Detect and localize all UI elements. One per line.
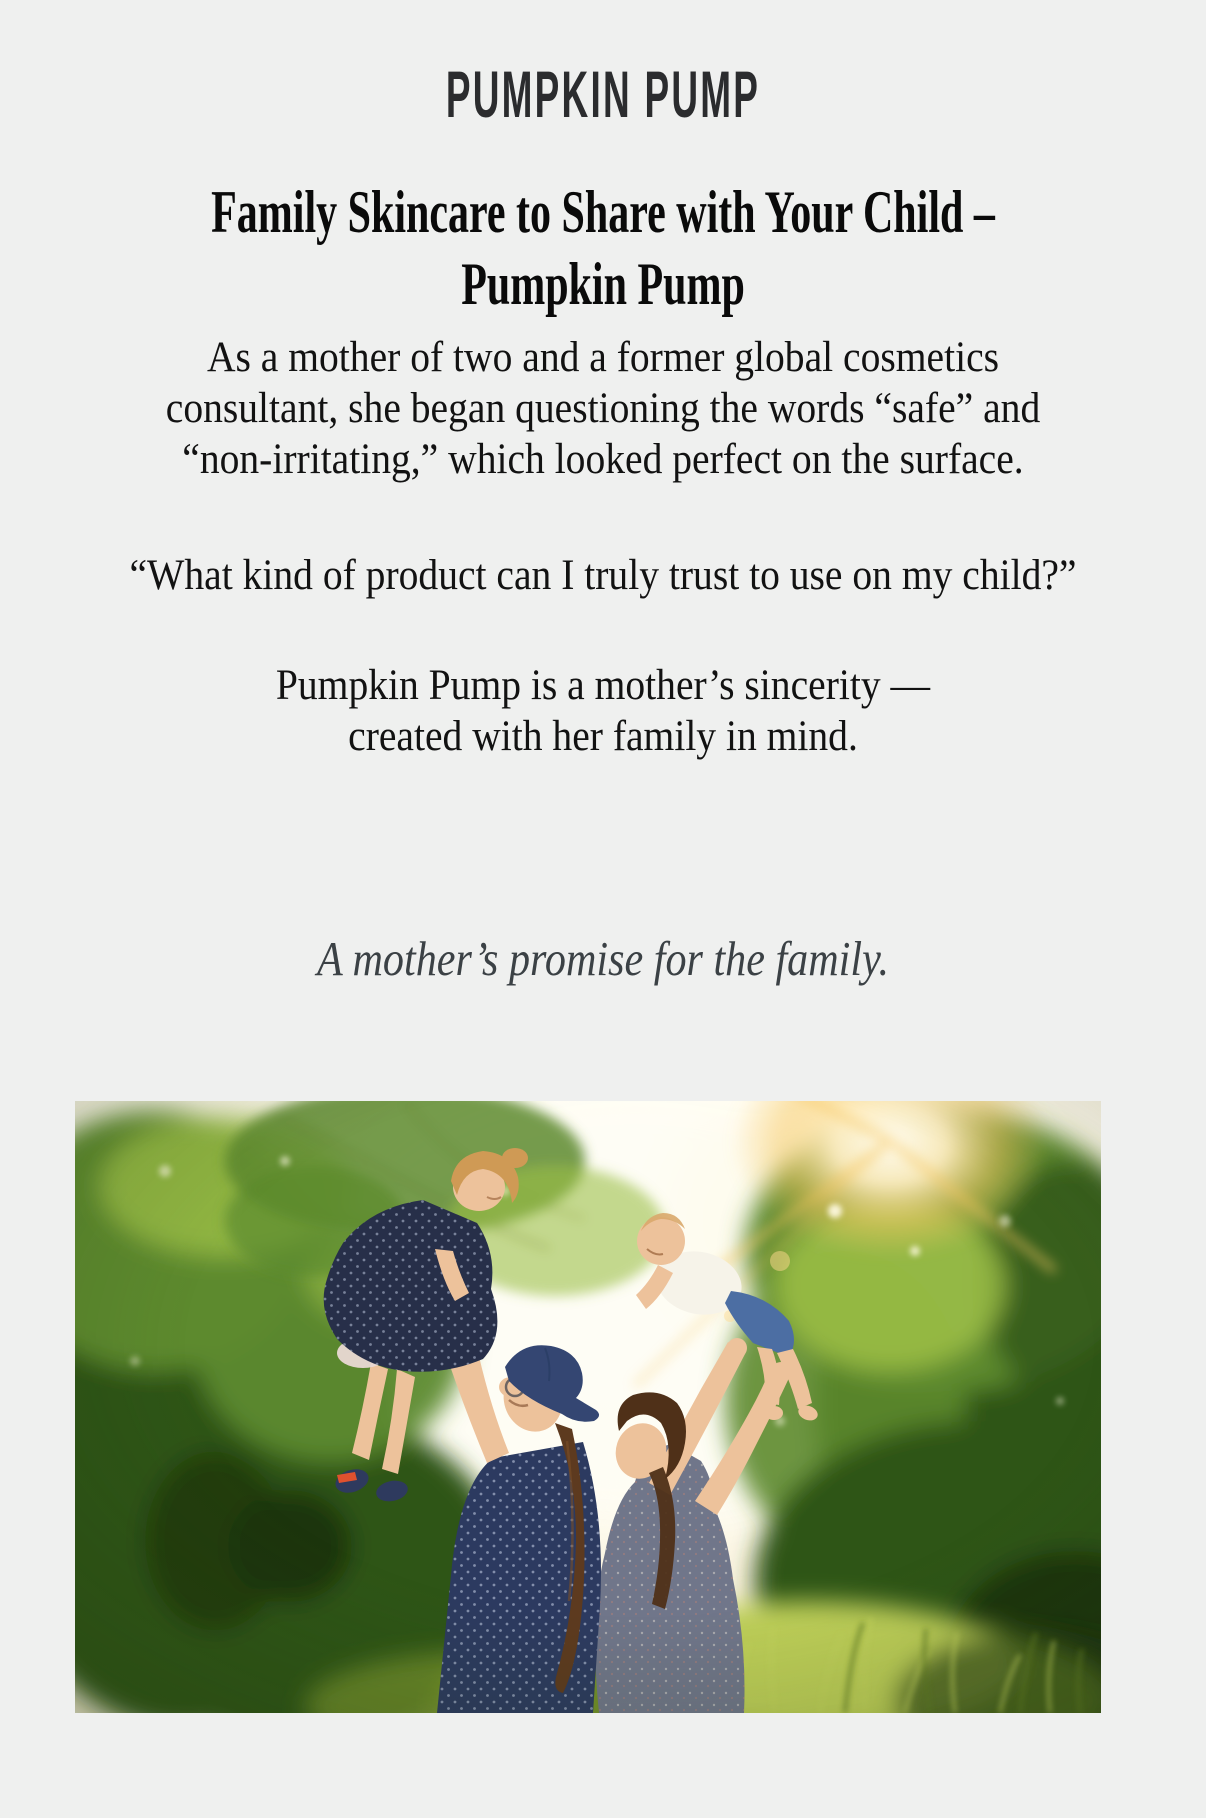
page-title [0, 176, 1206, 320]
family-photo [75, 1101, 1101, 1713]
paragraph-1 [0, 332, 1206, 485]
paragraph-line: Pumpkin Pump is a mother’s sincerity — [275, 662, 931, 709]
paragraph-2 [0, 550, 1206, 601]
paragraph-line: As a mother of two and a former global cosmetics [206, 334, 1000, 381]
paragraph-line: “non-irritating,” which looked perfect on the surface. [182, 436, 1024, 483]
paragraph-line: “What kind of product can I truly trust to use on my child?” [129, 552, 1077, 599]
brand-tagline: A mother’s promise for the family. [316, 931, 890, 986]
page-title-line-2: Pumpkin Pump [461, 251, 745, 317]
paragraph-line: consultant, she began questioning the words “safe” and [165, 385, 1041, 432]
paragraph-3 [0, 660, 1206, 762]
paragraph-line: created with her family in mind. [348, 713, 858, 760]
brand-logo: PUMPKIN PUMP [445, 57, 761, 131]
photo-vignette [75, 1101, 1101, 1713]
page-title-line-1: Family Skincare to Share with Your Child – [211, 179, 995, 245]
family-photo-illustration [75, 1101, 1101, 1713]
